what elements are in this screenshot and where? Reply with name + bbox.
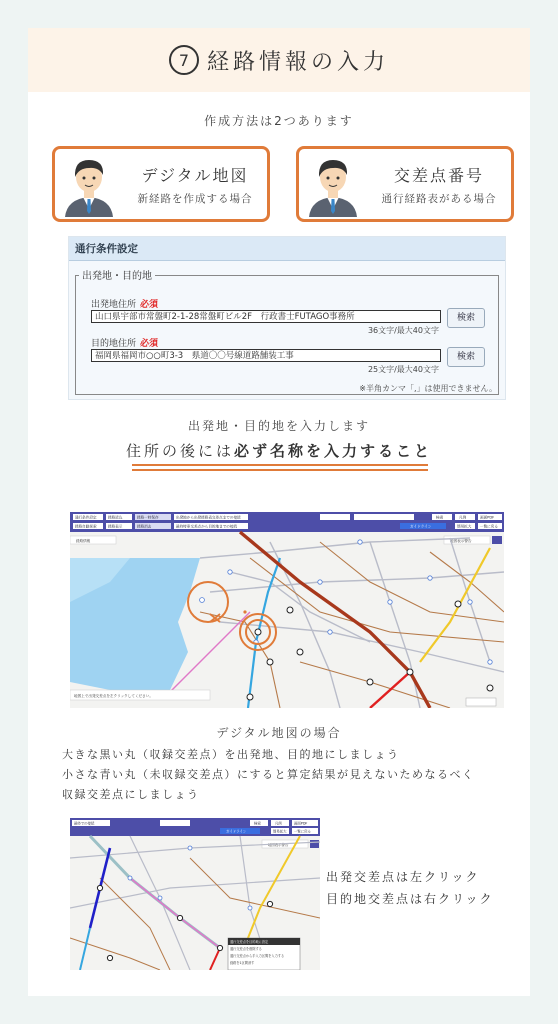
description-line: 大きな黒い丸（収録交差点）を出発地、目的地にしましょう xyxy=(62,748,400,761)
step-number: 7 xyxy=(169,45,199,75)
dest-search-button[interactable]: 検索 xyxy=(447,347,485,367)
option-sub: 新経路を作成する場合 xyxy=(137,193,253,205)
route-condition-form xyxy=(68,236,506,400)
businessman-icon xyxy=(305,155,361,217)
map-button[interactable]: 凡例 xyxy=(275,821,282,826)
map-button[interactable]: 簡易拡大 xyxy=(457,524,472,529)
option-digital-map xyxy=(52,146,270,222)
description-line: 小さな青い丸（未収録交差点）にすると算定結果が見えないためなるべく xyxy=(62,768,475,781)
map-button[interactable]: 経路表示 xyxy=(108,524,123,529)
comma-note: ※半角カンマ「,」は使用できません。 xyxy=(359,384,497,393)
map-button[interactable]: 経路自動探索 xyxy=(75,524,97,529)
origin-search-button[interactable]: 検索 xyxy=(447,308,485,328)
left-click-instruction: 出発交差点は左クリック xyxy=(326,870,480,884)
underline xyxy=(132,469,428,471)
map-button[interactable]: ガイドライン xyxy=(226,829,247,834)
section-header xyxy=(28,28,530,92)
route-info-panel[interactable]: 経路情報 xyxy=(76,539,91,543)
map-button[interactable]: 画面PDF xyxy=(480,515,495,520)
map-button[interactable]: 凡例 xyxy=(459,515,467,520)
map-button[interactable]: 経路一時保存 xyxy=(137,515,159,520)
required-badge: 必須 xyxy=(140,339,159,349)
caption-warning: 住所の後には必ず名称を入力すること xyxy=(125,442,433,460)
map-button[interactable]: 検索 xyxy=(436,515,444,520)
map-button[interactable]: 一覧に戻る xyxy=(294,829,311,834)
guide-card xyxy=(28,28,530,996)
dest-char-count: 25文字/最大40文字 xyxy=(367,365,439,374)
intro-text: 作成方法は2つあります xyxy=(204,114,354,128)
description-line: 収録交差点にしましょう xyxy=(62,788,200,801)
dest-address-input[interactable]: 福岡県福岡市○○町3-3 県道〇〇号線道路舗装工事 xyxy=(91,349,441,362)
status-message: 地図上で出発交差点を左クリックしてください。 xyxy=(74,694,153,698)
map-warning-panel[interactable]: 地図表示警告 xyxy=(450,539,472,543)
map-button[interactable]: 出発地から出発経路表交差点までの接続 xyxy=(176,515,241,520)
map-button[interactable]: 最終での接続 xyxy=(74,821,95,826)
map-button[interactable]: 簡易拡大 xyxy=(273,829,287,834)
map-button[interactable]: 画面PDF xyxy=(294,821,308,826)
option-intersection-number xyxy=(296,146,514,222)
map-warning-panel[interactable]: 地図表示警告 xyxy=(268,843,289,847)
option-label: 交差点番号 xyxy=(393,166,484,185)
caption-input: 出発地・目的地を入力します xyxy=(187,419,370,433)
map-button[interactable]: 通行条件設定 xyxy=(75,515,97,520)
map-context-menu-screenshot xyxy=(70,818,320,970)
context-menu-item[interactable]: 通行交差点から手入力区間を入力する xyxy=(230,954,285,958)
option-label: デジタル地図 xyxy=(141,166,249,185)
required-badge: 必須 xyxy=(140,300,159,310)
fieldset-legend: 出発地・目的地 xyxy=(79,267,155,282)
context-menu-item[interactable]: 経路を1区間消す xyxy=(230,961,255,965)
option-sub: 通行経路表がある場合 xyxy=(381,193,497,205)
origin-address-input[interactable]: 山口県宇部市常盤町2-1-28常盤町ビル2F 行政書士FUTAGO事務所 xyxy=(91,310,441,323)
businessman-icon xyxy=(61,155,117,217)
form-title: 通行条件設定 xyxy=(69,237,505,261)
origin-char-count: 36文字/最大40文字 xyxy=(367,326,439,335)
section-title: 経路情報の入力 xyxy=(206,49,389,75)
map-button[interactable]: 最終特車交差点から目的地までの接続 xyxy=(176,524,238,529)
dest-label: 目的地住所 必須 xyxy=(91,339,159,349)
context-menu-item[interactable]: 通行交差点を目的地に設定 xyxy=(230,940,269,944)
map-button[interactable]: 検索 xyxy=(254,821,261,826)
map-button[interactable]: ガイドライン xyxy=(410,524,432,529)
caption-digital-map: デジタル地図の場合 xyxy=(216,726,342,740)
digital-map-screenshot xyxy=(70,512,504,708)
map-button[interactable]: 経路消去 xyxy=(137,524,152,529)
map-button[interactable]: 一覧に戻る xyxy=(480,524,498,529)
context-menu-item[interactable]: 通行交差点を削除する xyxy=(230,947,262,951)
origin-label: 出発地住所 必須 xyxy=(91,300,159,310)
map-button[interactable]: 経路読込 xyxy=(108,515,123,520)
underline xyxy=(132,464,428,466)
right-click-instruction: 目的地交差点は右クリック xyxy=(326,892,494,906)
